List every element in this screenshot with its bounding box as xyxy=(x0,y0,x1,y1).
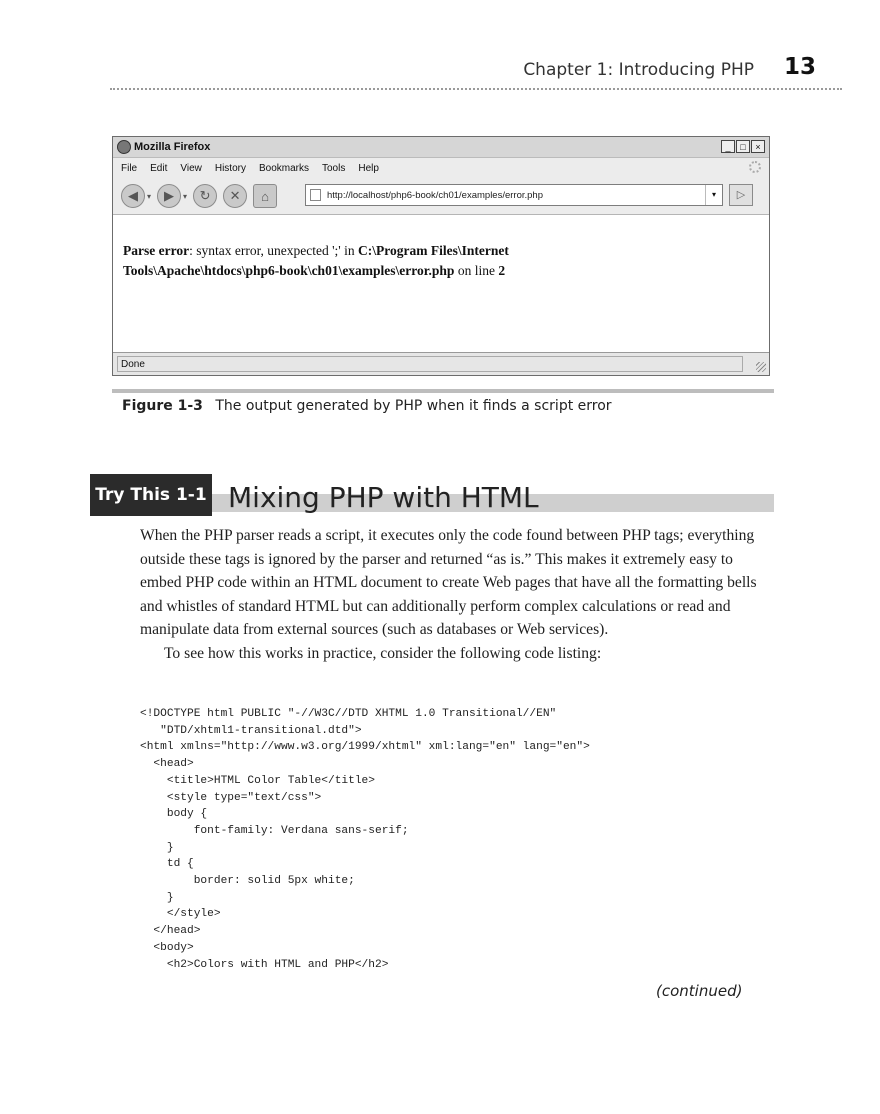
back-dropdown-icon[interactable]: ▾ xyxy=(147,191,152,201)
status-text: Done xyxy=(117,356,743,372)
reload-icon[interactable]: ↻ xyxy=(193,184,217,208)
body-text xyxy=(140,524,760,666)
continued-note: (continued) xyxy=(656,982,743,1000)
menu-tools[interactable]: Tools xyxy=(322,162,346,174)
menu-view[interactable]: View xyxy=(180,162,202,174)
try-this-badge: Try This 1-1 xyxy=(90,474,212,516)
running-header xyxy=(110,54,842,90)
menu-help[interactable]: Help xyxy=(358,162,379,174)
browser-content xyxy=(113,215,769,353)
throbber-icon xyxy=(749,161,761,173)
url-dropdown-icon[interactable]: ▾ xyxy=(705,185,722,205)
page-icon xyxy=(310,189,321,201)
error-label: Parse error xyxy=(123,243,190,258)
figure-caption-text: The output generated by PHP when it finds a script error xyxy=(215,398,612,414)
browser-title-bar xyxy=(113,137,769,158)
home-icon[interactable]: ⌂ xyxy=(253,184,277,208)
navigation-toolbar xyxy=(113,178,769,215)
window-controls xyxy=(721,140,765,153)
menu-edit[interactable]: Edit xyxy=(150,162,168,174)
stop-icon[interactable]: ✕ xyxy=(223,184,247,208)
on-line-text: on line xyxy=(454,263,499,278)
error-path-1: C:\Program Files\Internet xyxy=(358,243,509,258)
menu-file[interactable]: File xyxy=(121,162,138,174)
firefox-logo-icon xyxy=(117,140,131,154)
code-listing: <!DOCTYPE html PUBLIC "-//W3C//DTD XHTML 1.0 Transitional//EN" "DTD/xhtml1-transitional.dtd"> <html xmlns="http://www.w3.org/1999/xhtml" xml:lang="en" lang="en"> <head> <title>HTML Color Table</title> <style type="text/css"> body { font-family: Verdana sans-serif; } td { border: solid 5px white; } </style> </head> <body> <h2>Colors with HTML and PHP</h2> xyxy=(140,708,590,971)
back-icon[interactable]: ◀ xyxy=(121,184,145,208)
figure-label: Figure 1-3 xyxy=(122,398,203,414)
line-number: 2 xyxy=(498,263,506,278)
figure-rule xyxy=(112,389,774,393)
try-this-title: Mixing PHP with HTML xyxy=(228,481,539,514)
resize-grip-icon[interactable] xyxy=(756,362,766,372)
paragraph: When the PHP parser reads a script, it executes only the code found between PHP tags; everything outside these tags is ignored by the parser and returned “as is.” This makes it extremely easy to embed PHP code within an HTML document to create Web pages that have all the formatting bells and whistles of standard HTML but can additionally perform complex calculations or read and manipulate data from external sources (such as databases or Web services). xyxy=(140,527,757,639)
status-bar xyxy=(113,353,769,375)
chapter-title: Chapter 1: Introducing PHP xyxy=(523,60,754,80)
error-path-2: Tools\Apache\htdocs\php6-book\ch01\examples\error.php xyxy=(123,263,455,278)
address-bar[interactable] xyxy=(305,184,723,206)
menu-history[interactable]: History xyxy=(214,162,246,174)
browser-window xyxy=(112,136,770,376)
browser-title: Mozilla Firefox xyxy=(134,141,211,153)
url-text: http://localhost/php6-book/ch01/examples/error.php xyxy=(327,189,543,201)
figure-caption xyxy=(122,398,612,414)
paragraph: To see how this works in practice, consider the following code listing: xyxy=(164,644,602,662)
page-number: 13 xyxy=(783,54,816,80)
menu-bookmarks[interactable]: Bookmarks xyxy=(258,162,309,174)
maximize-button[interactable]: □ xyxy=(736,140,750,153)
forward-icon[interactable]: ▶ xyxy=(157,184,181,208)
minimize-button[interactable]: _ xyxy=(721,140,735,153)
menu-bar xyxy=(113,158,769,178)
go-icon[interactable]: ▷ xyxy=(729,184,753,206)
error-message: : syntax error, unexpected ';' in xyxy=(189,243,358,258)
close-button[interactable]: × xyxy=(751,140,765,153)
forward-dropdown-icon[interactable]: ▾ xyxy=(183,191,188,201)
